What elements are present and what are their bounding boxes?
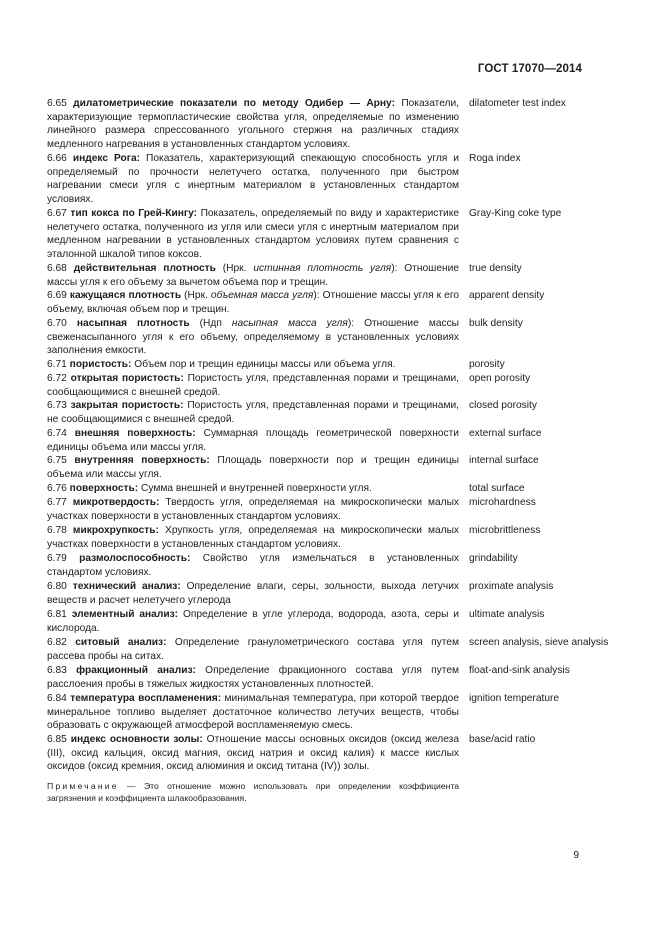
english-equivalent: base/acid ratio	[469, 734, 536, 745]
term: индекс основности золы:	[70, 734, 203, 745]
nonrecommended-term: насыпная масса угля	[231, 318, 348, 329]
entry-number: 6.79	[47, 553, 67, 564]
entry-number: 6.83	[47, 665, 67, 676]
term: индекс Рога:	[72, 153, 141, 164]
english-equivalent: microbrittleness	[469, 525, 541, 536]
term: поверхность:	[69, 483, 139, 494]
english-equivalent: float-and-sink analysis	[469, 665, 570, 676]
english-equivalent: Gray-King coke type	[469, 208, 562, 219]
english-equivalent: grindability	[469, 553, 518, 564]
english-equivalent: apparent density	[469, 290, 545, 301]
note-text: — Это отношение можно использовать при определении коэффициента загрязнения и коэффициента шлакообразования.	[47, 781, 459, 803]
english-equivalent: Roga index	[469, 153, 521, 164]
term: фракционный анализ:	[76, 665, 196, 676]
definition: Сумма внешней и внутренней поверхности угля.	[138, 483, 372, 494]
definition: Определение гранулометрического состава угля путем рассева пробы на ситах.	[47, 637, 459, 662]
definition: Показатель, определяемый по виду и характеристике нелетучего остатка, полученного из угля или смеси угля с инертным материалом при медленном нагревании в установленных стандартом условиях путем сравнения с эталонной шкалой типов коксов.	[47, 208, 459, 261]
definition: Хрупкость угля, определяемая на микроскопически малых участках поверхности в установленных стандартом условиях.	[47, 525, 459, 550]
term: внутренняя поверхность:	[74, 455, 210, 466]
nonrecommended-term: объемная масса угля	[210, 290, 314, 301]
definition: Суммарная площадь геометрической поверхности единицы объема или массы угля.	[47, 428, 459, 453]
term: открытая пористость:	[70, 373, 184, 384]
term: микротвердость:	[72, 497, 160, 508]
definition: Показатели, характеризующие термопластические свойства угля, определяемые по изменению линейного размера спрессованного угольного стержня на различных стадиях медленного нагревания в установленных стандартом условиях.	[47, 98, 459, 151]
entry-number: 6.69	[47, 290, 67, 301]
term: размолоспособность:	[79, 553, 191, 564]
english-equivalent: screen analysis, sieve analysis	[469, 637, 609, 648]
entry-number: 6.78	[47, 525, 67, 536]
note-label: Примечание	[47, 781, 119, 791]
english-equivalent: porosity	[469, 359, 505, 370]
definition: Показатель, характеризующий спекающую способность угля и определяемый по прочности нелетучего остатка, полученного при быстром нагревании смеси угля с инертным материалом в установленных стандартом условиях.	[47, 153, 459, 206]
entry-number: 6.80	[47, 581, 67, 592]
entry-number: 6.84	[47, 693, 67, 704]
entry-number: 6.82	[47, 637, 67, 648]
definition: Определение фракционного состава угля путем расслоения пробы в тяжелых жидкостях установленных плотностей.	[47, 665, 459, 690]
entry-number: 6.74	[47, 428, 67, 439]
entry-number: 6.68	[47, 263, 67, 274]
term: внешняя поверхность:	[74, 428, 196, 439]
nonrecommended-term: истинная плотность угля	[253, 263, 392, 274]
term: кажущаяся плотность	[69, 290, 182, 301]
definition: минимальная температура, при которой твердое минеральное топливо выделяет достаточное количество летучих веществ, чтобы образовать с окружающей атмосферой воспламеняемую смесь.	[47, 693, 459, 732]
term: элементный анализ:	[71, 609, 179, 620]
term: закрытая пористость:	[70, 400, 184, 411]
entry-number: 6.75	[47, 455, 67, 466]
english-equivalent: ignition temperature	[469, 693, 560, 704]
page-number: 9	[573, 850, 579, 861]
definition: Отношение массы основных оксидов (оксид железа (III), оксид кальция, оксид магния, оксид натрия и оксид калия) к массе кислых оксидов (оксид кремния, оксид алюминия и оксид титана (IV)) золы.	[47, 734, 459, 773]
term: действительная плотность	[73, 263, 216, 274]
definition: Отношение массы угля к его объему, включая объем пор и трещин.	[47, 290, 459, 315]
english-equivalent: open porosity	[469, 373, 531, 384]
definition: Свойство угля измельчаться в установленных стандартом условиях.	[47, 553, 459, 578]
english-equivalent: microhardness	[469, 497, 536, 508]
term: пористость:	[69, 359, 132, 370]
english-equivalent: ultimate analysis	[469, 609, 545, 620]
entry-number: 6.65	[47, 98, 67, 109]
definition: Твердость угля, определяемая на микроскопически малых участках поверхности в установленных стандартом условиях.	[47, 497, 459, 522]
term: дилатометрические показатели по методу Одибер — Арну:	[73, 98, 395, 109]
english-equivalent: true density	[469, 263, 522, 274]
definition: Отношение массы угля к его объему за вычетом объема пор и трещин.	[47, 263, 459, 288]
entry-number: 6.81	[47, 609, 67, 620]
term: насыпная плотность	[76, 318, 190, 329]
english-equivalent: dilatometer test index	[469, 98, 566, 109]
english-equivalent: internal surface	[469, 455, 539, 466]
entry-number: 6.85	[47, 734, 67, 745]
entry-number: 6.72	[47, 373, 67, 384]
english-equivalent: bulk density	[469, 318, 523, 329]
term: температура воспламенения:	[70, 693, 222, 704]
term: тип кокса по Грей-Кингу:	[70, 208, 198, 219]
english-equivalent: proximate analysis	[469, 581, 554, 592]
english-equivalent: closed porosity	[469, 400, 537, 411]
entry-number: 6.71	[47, 359, 67, 370]
entry-number: 6.76	[47, 483, 67, 494]
definition: Объем пор и трещин единицы массы или объема угля.	[131, 359, 396, 370]
note	[47, 781, 459, 804]
definition: Определение в угле углерода, водорода, азота, серы и кислорода.	[47, 609, 459, 634]
definition: Пористость угля, представленная порами и трещинами, сообщающимися с внешней средой.	[47, 373, 459, 398]
english-equivalent: external surface	[469, 428, 542, 439]
definition: Отношение массы свеженасыпанного угля к его объему, определяемому в установленных условиях заполнения емкости.	[47, 318, 460, 357]
entry-number: 6.77	[47, 497, 67, 508]
english-equivalent: total surface	[469, 483, 525, 494]
entry-number: 6.70	[47, 318, 67, 329]
term: микрохрупкость:	[72, 525, 159, 536]
standard-designation: ГОСТ 17070—2014	[477, 63, 582, 75]
definition: Пористость угля, представленная порами и трещинами, не сообщающимися с внешней средой.	[47, 400, 459, 425]
term: технический анализ:	[72, 581, 181, 592]
definition: Площадь поверхности пор и трещин единицы объема или массы угля.	[47, 455, 459, 480]
definition: Определение влаги, серы, зольности, выхода летучих веществ и расчет нелетучего углерода	[47, 581, 459, 606]
entry-number: 6.66	[47, 153, 67, 164]
entry-number: 6.73	[47, 400, 67, 411]
entry-number: 6.67	[47, 208, 67, 219]
term: ситовый анализ:	[75, 637, 167, 648]
